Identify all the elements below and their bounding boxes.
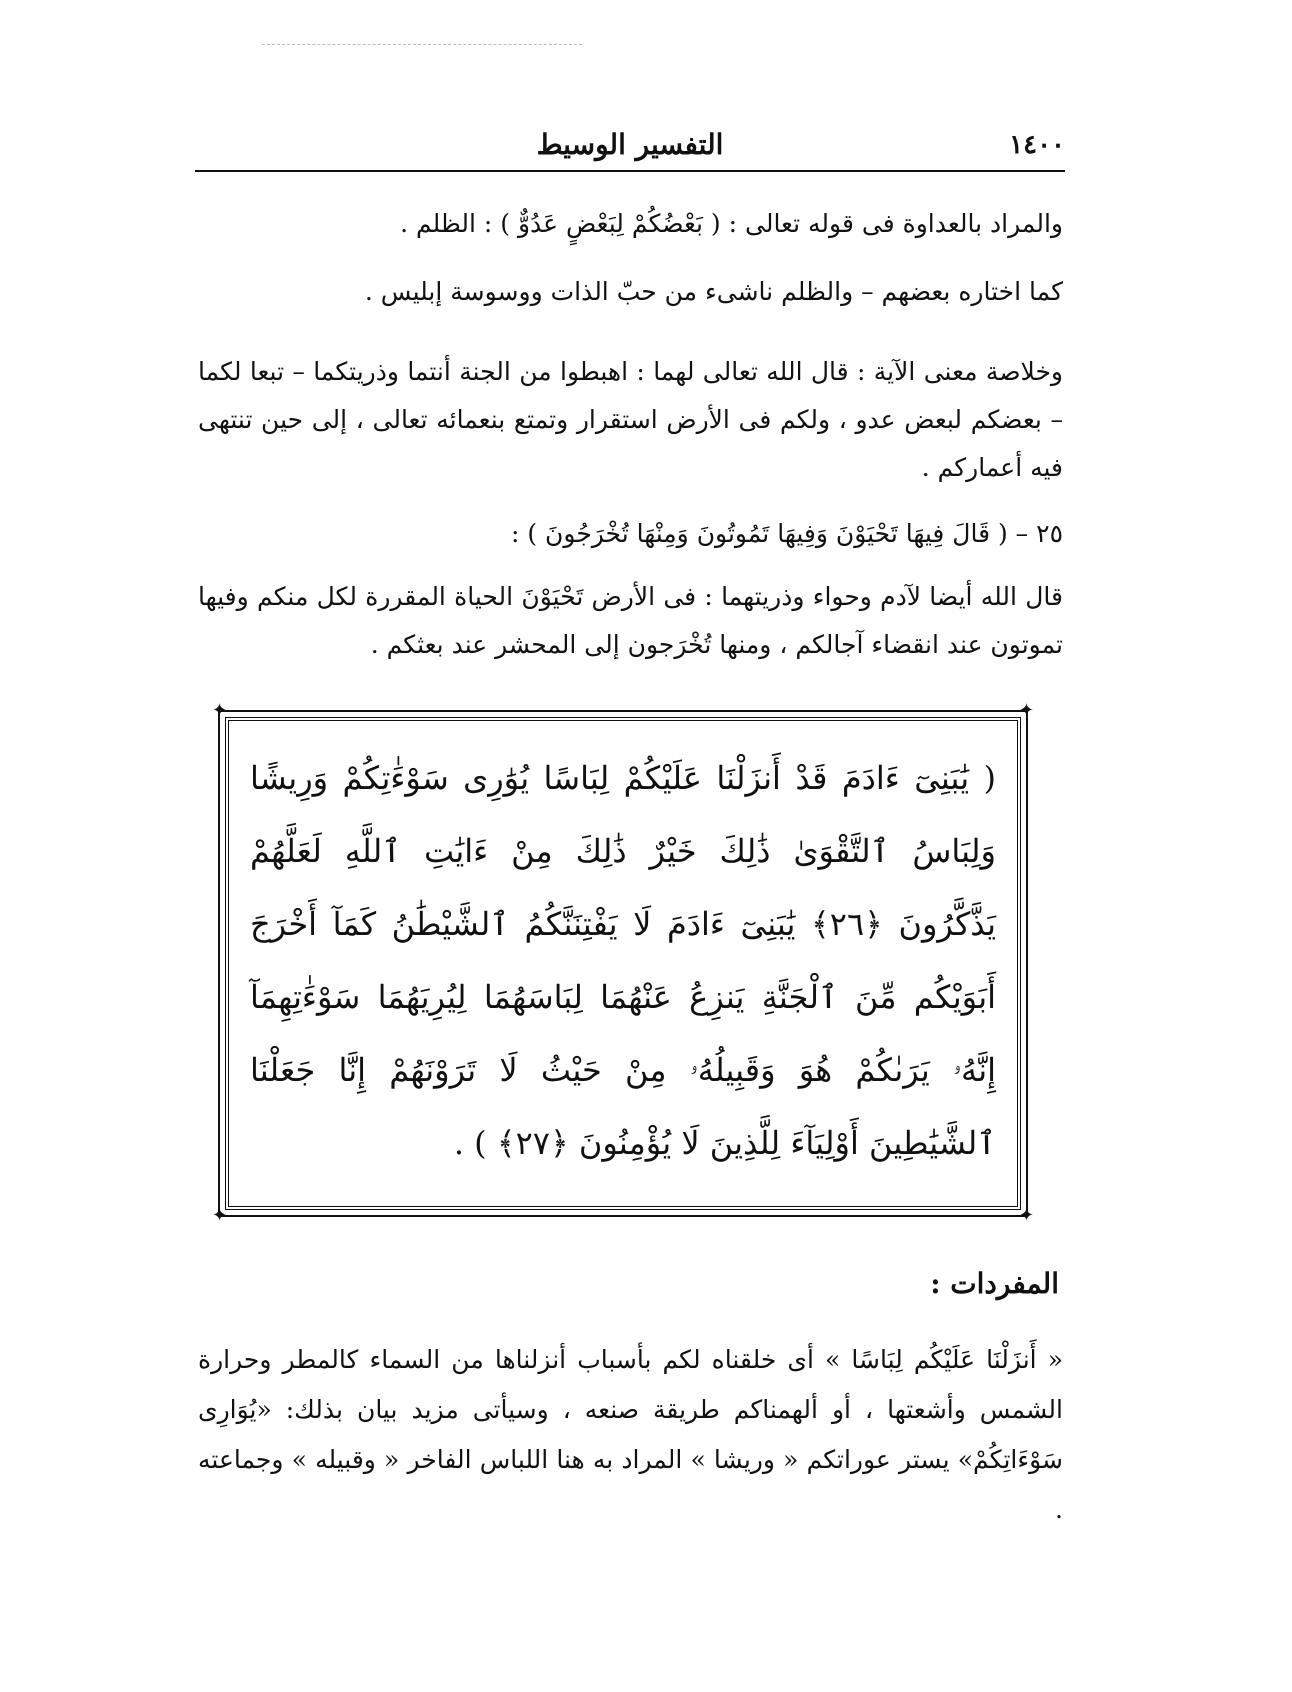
corner-ornament-icon: ✦ (1018, 700, 1034, 721)
vocabulary-heading: المفردات : (930, 1267, 1059, 1300)
page-title: التفسير الوسيط (536, 128, 724, 161)
scan-artifact-line (262, 44, 582, 45)
page-header (195, 128, 1065, 172)
paragraph-vocabulary: « أَنزَلْنَا عَلَيْكُم لِبَاسًا » أى خلقناه لكم بأسباب أنزلناها من السماء كالمطر وحرارة الشمس وأشعتها ، أو ألهمناكم طريقة صنعه ، وسيأتى مزيد بيان بذلك: «يُوَارِى سَوْءَاتِكُمْ» يستر عوراتكم « وريشا » المراد به هنا اللباس الفاخر « وقبيله » وجماعته . (198, 1345, 1063, 1524)
paragraph-verse-25-explanation: قال الله أيضا لآدم وحواء وذريتهما : فى الأرض تَحْيَوْنَ الحياة المقررة لكل منكم وفيها تموتون عند انقضاء آجالكم ، ومنها تُخْرَجون إلى المحشر عند بعثكم . (198, 582, 1063, 659)
corner-ornament-icon: ✦ (212, 1205, 228, 1226)
corner-ornament-icon: ✦ (212, 700, 228, 721)
corner-ornament-icon: ✦ (1018, 1205, 1034, 1226)
page-number: ١٤٠٠ (1009, 130, 1065, 160)
paragraph-verse-summary: وخلاصة معنى الآية : قال الله تعالى لهما : اهبطوا من الجنة أنتما وذريتكما – تبعا لكما – بعضكم لبعض عدو ، ولكم فى الأرض استقرار وتمتع بنعمائه تعالى ، إلى حين تنتهى فيه أعماركم . (198, 357, 1063, 482)
paragraph-oppression-origin: كما اختاره بعضهم – والظلم ناشىء من حبّ الذات ووسوسة إبليس . (364, 277, 1063, 306)
paragraph-enmity-meaning: والمراد بالعداوة فى قوله تعالى : ( بَعْضُكُمْ لِبَعْضٍ عَدُوٌّ ) : الظلم . (400, 209, 1063, 238)
verse-25-heading: ٢٥ – ( قَالَ فِيهَا تَحْيَوْنَ وَفِيهَا تَمُوتُونَ وَمِنْهَا تُخْرَجُونَ ) : (510, 519, 1063, 548)
quran-verse-frame (212, 700, 1034, 1226)
quran-verse-text: ( يَٰبَنِىٓ ءَادَمَ قَدْ أَنزَلْنَا عَلَيْكُمْ لِبَاسًا يُوَٰرِى سَوْءَٰتِكُمْ وَرِيشًا وَلِبَاسُ ٱلتَّقْوَىٰ ذَٰلِكَ خَيْرٌ ذَٰلِكَ مِنْ ءَايَٰتِ ٱللَّهِ لَعَلَّهُمْ يَذَّكَّرُونَ ﴿٢٦﴾ يَٰبَنِىٓ ءَادَمَ لَا يَفْتِنَنَّكُمُ ٱلشَّيْطَٰنُ كَمَآ أَخْرَجَ أَبَوَيْكُم مِّنَ ٱلْجَنَّةِ يَنزِعُ عَنْهُمَا لِبَاسَهُمَا لِيُرِيَهُمَا سَوْءَٰتِهِمَآ إِنَّهُۥ يَرَىٰكُمْ هُوَ وَقَبِيلُهُۥ مِنْ حَيْثُ لَا تَرَوْنَهُمْ إِنَّا جَعَلْنَا ٱلشَّيَٰطِينَ أَوْلِيَآءَ لِلَّذِينَ لَا يُؤْمِنُونَ ﴿٢٧﴾ ) . (250, 759, 997, 1162)
